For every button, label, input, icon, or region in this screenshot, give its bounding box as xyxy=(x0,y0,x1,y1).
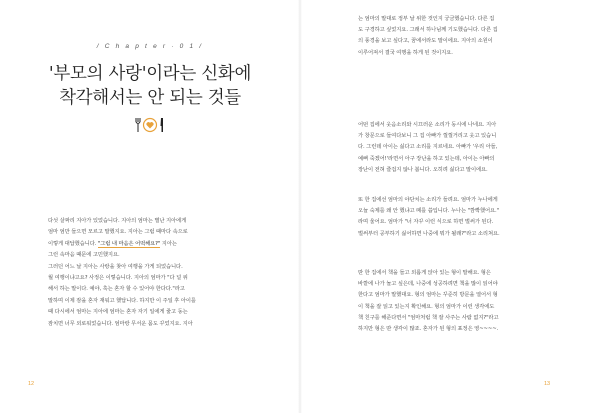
body-line: 는 엄마의 말대로 정부 날 위한 것인지 궁금했습니다. 다른 집 xyxy=(358,16,495,22)
body-line: 잠치면 너무 외로워었습니다. 엄마랑 무서운 몸도 꾸었지요. 지아 xyxy=(48,320,193,327)
body-line: 라며 울어요. 엄마가 "너 자꾸 이런 식으로 하면 벌써가 된다. xyxy=(358,219,494,226)
body-line: 하지만 형은 딴 생각이 많죠. 혼자가 된 형의 표정은 영~~~~. xyxy=(358,326,499,333)
chapter-title-line-2: 착각해서는 안 되는 것들 xyxy=(59,88,241,108)
body-line: 딴 한 집에서 책을 들고 외롭게 앉아 있는 형이 말해요. 형은 xyxy=(358,270,491,276)
body-line: 이 책을 잘 읽고 있는지 확인해요. 형의 엄마가 이런 생각에도 xyxy=(358,303,495,310)
body-line: 바깥에 나가 놀고 싶은데, 나중에 성공하려면 책을 많이 읽어야 xyxy=(358,281,498,288)
body-line: 오늘 숙제를 왜 안 했냐고 떼를 씁입니다. 누나는 "깜빡했어요." xyxy=(358,208,499,215)
body-line: 의 풍경을 보고 싶다고, 꿈에서라도 말이에요. 지아의 소원이 xyxy=(358,38,493,45)
page-number-right: 13 xyxy=(544,381,551,387)
body-text-span: 지아는 xyxy=(160,240,177,247)
body-line: 도 구경하고 싶었지요. 그래서 하나님께 기도했습니다. 다른 집 xyxy=(358,27,498,34)
body-line: 책 친구를 해준다면서 "엄마처럼 책 잘 사주는 사람 없지?"라고 xyxy=(358,314,499,321)
body-line: 때 다시에서 엄마는 지아에 엄마는 혼자 자기 일에게 줄고 동는 xyxy=(48,309,188,316)
body-line: 벌써부터 공부하기 싫어하면 나중에 뭐가 될래?"라고 소리쳐요. xyxy=(358,230,500,237)
fork-heart-knife-icon xyxy=(132,117,168,133)
body-line: 다. 그런데 아이는 싫다고 소리를 지르네요. 아빠가 '우리 아들, xyxy=(358,144,498,151)
body-line: 말하며 이제 잠을 혼자 재워고 했답니다. 하지만 이 주일 후 아이를 xyxy=(48,297,196,304)
body-line: 월 여행이냐고요? 사정은 이렇습니다. 지아의 엄마가 "다 널 위 xyxy=(48,275,188,282)
body-line: 엄마 엄만 들으면 모르고 말했지요. 지아는 그럼 때마다 속으로 xyxy=(48,229,188,236)
body-line: 이루어져서 결국 여행을 하게 된 것이지요. xyxy=(358,49,453,56)
right-paragraph-4 xyxy=(358,268,570,335)
body-line: 한다고 엄마가 말했대요. 형의 엄마는 꾸준히 방문을 열어서 형 xyxy=(358,292,498,299)
chapter-title xyxy=(0,62,300,110)
knife-icon xyxy=(161,118,164,132)
body-line: 그런 속마음 때문에 고민했지요. xyxy=(48,252,120,259)
body-line: 예뻐 죽겠어!'라면서 아구 장난을 하고 있는데, 아이는 아빠의 xyxy=(358,155,495,162)
body-line: 가 창문으로 들여다보니 그 집 아빠가 껄껄거리고 웃고 있습니 xyxy=(358,133,497,140)
right-paragraph-1 xyxy=(358,14,570,59)
body-line: 다섯 살짜리 지아가 있었습니다. 지아의 엄마는 별난 지아에게 xyxy=(48,218,187,224)
left-body-text xyxy=(48,216,266,330)
right-paragraph-3 xyxy=(358,195,570,240)
highlighted-quote: "그럼 내 마음은 어떡해요?" xyxy=(97,240,161,247)
body-text-span: 이렇게 대답했습니다. xyxy=(48,240,98,247)
page-number-left: 12 xyxy=(28,381,35,387)
body-line: 해서 하는 말이다. 예야, 혹는 혼자 할 수 있어야 한다다."라고 xyxy=(48,286,185,293)
body-line-highlight xyxy=(48,239,266,250)
right-paragraph-2 xyxy=(358,120,570,176)
fork-icon xyxy=(136,118,140,132)
body-line: 장난이 전혀 즐겁지 않나 봅니다. 오히려 싫다고 말이에요. xyxy=(358,166,488,173)
book-gutter xyxy=(298,0,302,413)
chapter-label: / C h a p t e r · 0 1 / xyxy=(96,43,204,50)
body-line: 어떤 집에서 웃음소리와 시끄러운 소리가 동시에 나네요. 지아 xyxy=(358,122,497,128)
body-line: 그러던 어느 날 지아는 사랑을 찾아 여행을 가게 되었습니다. xyxy=(48,263,183,270)
chapter-title-line-1: '부모의 사랑'이라는 신화에 xyxy=(48,64,252,84)
body-line: 또 한 집에선 엄마의 야단치는 소리가 들려요. 엄마가 누나에게 xyxy=(358,197,498,203)
